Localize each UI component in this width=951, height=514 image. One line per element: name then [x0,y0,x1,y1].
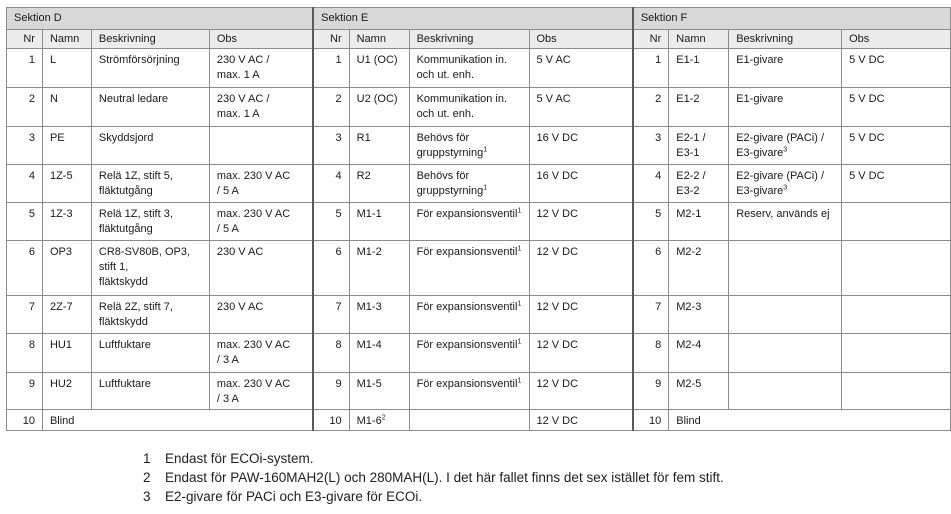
nr-cell: 8 [313,334,349,373]
namn-cell: E2-1 / E3-1 [669,127,729,165]
table-row [7,373,951,410]
column-header: Namn [42,30,91,49]
section-title: Sektion E [313,8,633,30]
column-header-row [7,30,951,49]
nr-cell: 7 [313,296,349,334]
namn-cell: M1-3 [349,296,409,334]
obs-cell: 230 V AC [209,296,313,334]
section-title: Sektion F [633,8,951,30]
nr-cell: 1 [313,49,349,88]
nr-cell: 5 [7,203,43,241]
beskrivning-cell: E1-givare [729,49,842,88]
obs-cell: 5 V AC [529,88,633,127]
beskrivning-cell: E2-givare (PACi) / E3-givare$^3$ [729,127,842,165]
footnotes [143,449,724,506]
namn-cell: R2 [349,165,409,203]
obs-cell: 12 V DC [529,334,633,373]
namn-cell: 2Z-7 [42,296,91,334]
namn-cell: $M1-6^2$ [349,410,409,431]
nr-cell: 8 [633,334,669,373]
beskrivning-cell: Relä 1Z, stift 3, fläktutgång [91,203,209,241]
nr-cell: 3 [633,127,669,165]
obs-cell [842,203,951,241]
nr-cell: 4 [633,165,669,203]
nr-cell: 3 [7,127,43,165]
obs-cell: 12 V DC [529,373,633,410]
footnote-ref: 1 [517,300,522,308]
column-header: Nr [313,30,349,49]
beskrivning-cell: Behövs för gruppstyrning$^1$ [409,165,529,203]
nr-cell: 7 [633,296,669,334]
column-header: Obs [842,30,951,49]
beskrivning-cell: Kommunikation in. och ut. enh. [409,88,529,127]
obs-cell: 16 V DC [529,165,633,203]
nr-cell: 8 [7,334,43,373]
column-header: Beskrivning [409,30,529,49]
footnote-ref: 2 [381,414,386,422]
nr-cell: 2 [313,88,349,127]
footnote-ref: 1 [517,338,522,346]
obs-cell: 12 V DC [529,296,633,334]
footnote-ref: 1 [483,184,488,192]
obs-cell: 5 V DC [842,165,951,203]
beskrivning-cell: E2-givare (PACi) / E3-givare$^3$ [729,165,842,203]
obs-cell: 230 V AC / max. 1 A [209,49,313,88]
nr-cell: 4 [7,165,43,203]
footnote-text: Endast för PAW-160MAH2(L) och 280MAH(L). I det här fallet finns det sex istället för fem stift. [165,470,724,485]
table-row [7,410,951,431]
namn-cell: OP3 [42,241,91,296]
beskrivning-cell: Skyddsjord [91,127,209,165]
beskrivning-cell: Luftfuktare [91,334,209,373]
obs-cell [209,127,313,165]
namn-cell: L [42,49,91,88]
namn-cell: U2 (OC) [349,88,409,127]
nr-cell: 2 [633,88,669,127]
namn-cell: E2-2 / E3-2 [669,165,729,203]
beskrivning-cell: Strömförsörjning [91,49,209,88]
obs-cell [842,373,951,410]
beskrivning-cell: För expansionsventil$^1$ [409,241,529,296]
beskrivning-cell [409,410,529,431]
nr-cell: 6 [7,241,43,296]
footnote-ref: 1 [517,245,522,253]
table-row [7,88,951,127]
beskrivning-cell: Neutral ledare [91,88,209,127]
obs-cell: 230 V AC / max. 1 A [209,88,313,127]
namn-cell: 1Z-3 [42,203,91,241]
nr-cell: 9 [7,373,43,410]
table-row [7,241,951,296]
obs-cell [842,334,951,373]
namn-cell: Blind [42,410,313,431]
footnote-ref: 1 [517,207,522,215]
column-header: Nr [633,30,669,49]
nr-cell: 4 [313,165,349,203]
namn-cell: PE [42,127,91,165]
namn-cell: M2-5 [669,373,729,410]
obs-cell: max. 230 V AC / 3 A [209,373,313,410]
beskrivning-cell: Kommunikation in. och ut. enh. [409,49,529,88]
namn-cell: E1-1 [669,49,729,88]
column-header: Nr [7,30,43,49]
column-header: Beskrivning [729,30,842,49]
beskrivning-cell [729,373,842,410]
footnote-number: 2 [143,470,151,485]
obs-cell: max. 230 V AC / 5 A [209,203,313,241]
beskrivning-cell: Reserv, används ej [729,203,842,241]
nr-cell: 5 [633,203,669,241]
namn-cell: M1-5 [349,373,409,410]
obs-cell: max. 230 V AC / 3 A [209,334,313,373]
obs-cell: 5 V DC [842,127,951,165]
column-header: Beskrivning [91,30,209,49]
footnote-number: 3 [143,489,151,504]
beskrivning-cell: E1-givare [729,88,842,127]
nr-cell: 6 [633,241,669,296]
column-header: Obs [529,30,633,49]
nr-cell: 6 [313,241,349,296]
obs-cell: 5 V DC [842,49,951,88]
nr-cell: 2 [7,88,43,127]
footnote [143,487,724,506]
obs-cell: 5 V DC [842,88,951,127]
namn-cell: 1Z-5 [42,165,91,203]
obs-cell [842,241,951,296]
namn-cell: U1 (OC) [349,49,409,88]
beskrivning-cell [729,241,842,296]
footnote [143,449,724,468]
terminal-table [6,7,951,431]
footnote-ref: 3 [783,146,788,154]
namn-cell: N [42,88,91,127]
nr-cell: 9 [313,373,349,410]
nr-cell: 7 [7,296,43,334]
beskrivning-cell: Behövs för gruppstyrning$^1$ [409,127,529,165]
nr-cell: 9 [633,373,669,410]
namn-cell: R1 [349,127,409,165]
beskrivning-cell [729,334,842,373]
namn-cell: HU1 [42,334,91,373]
footnote-number: 1 [143,451,151,466]
beskrivning-cell: Luftfuktare [91,373,209,410]
beskrivning-cell: För expansionsventil$^1$ [409,203,529,241]
nr-cell: 10 [7,410,43,431]
footnote-ref: 1 [483,146,488,154]
namn-cell: M2-3 [669,296,729,334]
obs-cell [842,296,951,334]
obs-cell: 230 V AC [209,241,313,296]
obs-cell: 12 V DC [529,241,633,296]
nr-cell: 3 [313,127,349,165]
beskrivning-cell [729,296,842,334]
column-header: Obs [209,30,313,49]
nr-cell: 1 [7,49,43,88]
namn-cell: E1-2 [669,88,729,127]
footnote [143,468,724,487]
namn-cell: M1-2 [349,241,409,296]
beskrivning-cell: För expansionsventil$^1$ [409,334,529,373]
section-title: Sektion D [7,8,314,30]
beskrivning-cell: Relä 2Z, stift 7, fläktskydd [91,296,209,334]
obs-cell: 16 V DC [529,127,633,165]
beskrivning-cell: CR8-SV80B, OP3, stift 1, fläktskydd [91,241,209,296]
nr-cell: 5 [313,203,349,241]
table-row [7,49,951,88]
beskrivning-cell: Relä 1Z, stift 5, fläktutgång [91,165,209,203]
footnote-ref: 3 [783,184,788,192]
namn-cell: M2-4 [669,334,729,373]
namn-cell: M2-2 [669,241,729,296]
obs-cell: 12 V DC [529,410,633,431]
nr-cell: 1 [633,49,669,88]
namn-cell: HU2 [42,373,91,410]
table-row [7,296,951,334]
table-row [7,203,951,241]
nr-cell: 10 [313,410,349,431]
section-header-row [7,8,951,30]
footnote-text: Endast för ECOi-system. [165,451,314,466]
obs-cell: 12 V DC [529,203,633,241]
obs-cell: 5 V AC [529,49,633,88]
beskrivning-cell: För expansionsventil$^1$ [409,296,529,334]
table-body [7,49,951,431]
nr-cell: 10 [633,410,669,431]
table-row [7,127,951,165]
column-header: Namn [669,30,729,49]
table-row [7,334,951,373]
column-header: Namn [349,30,409,49]
beskrivning-cell: För expansionsventil$^1$ [409,373,529,410]
namn-cell: Blind [669,410,951,431]
namn-cell: M2-1 [669,203,729,241]
footnote-text: E2-givare för PACi och E3-givare för ECOi. [165,489,423,504]
obs-cell: max. 230 V AC / 5 A [209,165,313,203]
table-row [7,165,951,203]
namn-cell: M1-1 [349,203,409,241]
namn-cell: M1-4 [349,334,409,373]
footnote-ref: 1 [517,377,522,385]
